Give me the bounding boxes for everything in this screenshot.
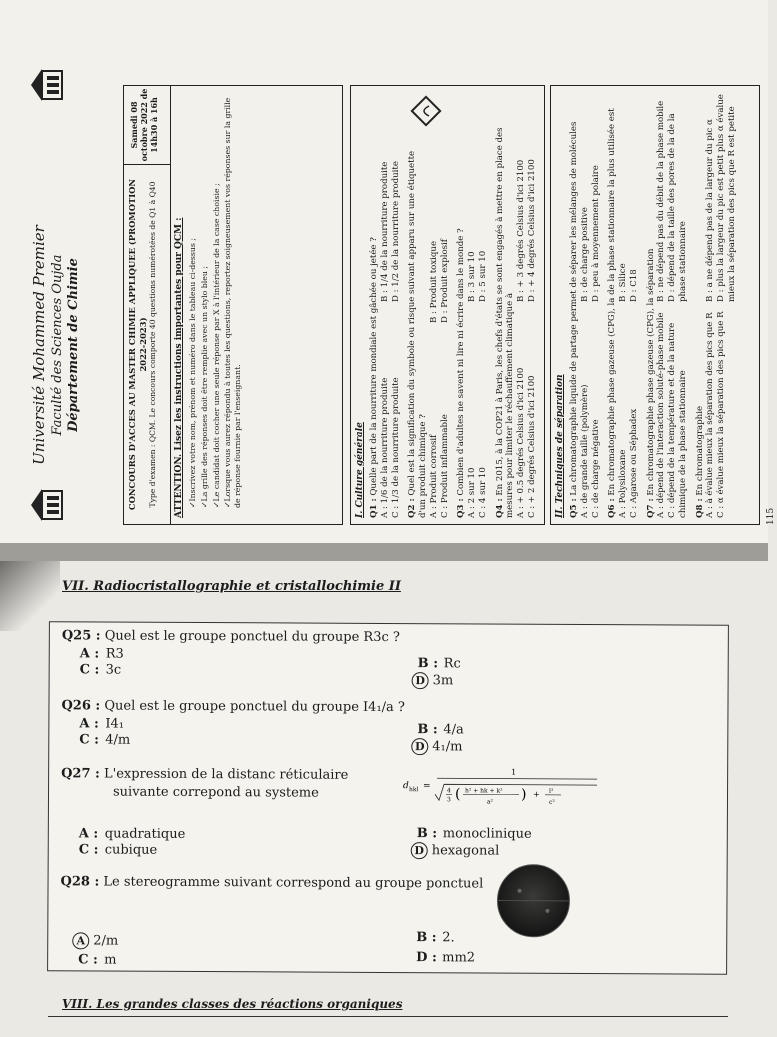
option: A : de grande taille (polymère) (580, 308, 591, 518)
option: C : dépend de la température et de la nature chimique de la phase stationnaire (667, 308, 688, 518)
option-b: B : monoclinique (417, 826, 532, 842)
option: D : peu à moyennement polaire (591, 92, 602, 302)
exam-info-box (123, 85, 343, 525)
svg-text:hkl: hkl (409, 786, 419, 793)
faculty-name: Faculté des Sciences Oujda (50, 225, 67, 465)
questions-box (47, 621, 729, 975)
instruction-item: ✓ Lorsque vous aurez répondu à toutes les questions, reportez soigneusement vos réponses sur la grille de réponse fournie par l'enseignant. (223, 94, 242, 508)
exam-title-row (124, 86, 171, 524)
option-a-selected: A 2/m (72, 932, 118, 949)
university-name: Université Mohammed Premier (30, 225, 50, 465)
faculty-logo-icon (28, 65, 68, 105)
section-title-vii: VII. Radiocristallographie et cristallochimie II (62, 579, 401, 594)
svg-text:4: 4 (447, 787, 451, 794)
culture-generale-column (350, 85, 545, 525)
option: C : Produit inflammable (440, 329, 451, 518)
selected-answer-mark-icon: D (411, 842, 428, 859)
option: C : α évalue mieux la séparation des pics que R (716, 308, 737, 518)
question-q8: Q8 : En chromatographie A : à évalue mieux la séparation des pics que R B : a ne dépend pas de la largeur du pic α C : α évalue mieux la séparation des pics que R D : plus la largeur du pic est petit plus α évalue mieux la séparation des pics que R est petite (695, 92, 738, 518)
option: D : 1/2 de la nourriture produite (391, 92, 402, 302)
option: D : + 4 degrés Celsius d'ici 2100 (527, 92, 538, 302)
option-a: A : quadratique (79, 826, 186, 842)
page-header (28, 0, 118, 525)
svg-text:3: 3 (447, 796, 451, 803)
option: D : C18 (629, 92, 640, 302)
option: A : Polysiloxane (618, 308, 629, 518)
instruction-item: ✓ Inscrivez votre nom, prénom et numéro dans le tableau ci-dessus ; (188, 94, 198, 508)
option-a: A : R3 (80, 646, 124, 661)
techniques-separation-column (550, 85, 760, 525)
option: B : 3 sur 10 (467, 92, 478, 302)
option: B : ne dépend pas du débit de la phase mobile (656, 92, 667, 302)
option: D : 5 sur 10 (478, 92, 489, 302)
svg-text:c²: c² (549, 799, 555, 806)
option: A : Produit corrosif (429, 329, 440, 518)
option-c: C : m (78, 952, 116, 967)
department-name: Département de Chimie (66, 225, 83, 465)
svg-text:a²: a² (487, 799, 494, 806)
option: C : 1/3 de la nourriture produite (391, 308, 402, 518)
question-q27: Q27 : L'expression de la distanc réticulaire (61, 766, 348, 783)
lower-exam-page (0, 561, 768, 1024)
option: A : à évalue mieux la séparation des pics que R (705, 308, 716, 518)
next-section-box-edge (48, 1016, 728, 1037)
svg-text:1: 1 (511, 768, 516, 777)
attention-heading: ATTENTION. Lisez les instructions importantes pour QCM : (171, 86, 188, 524)
section-title-viii: VIII. Les grandes classes des réactions organiques (62, 997, 402, 1011)
option: D : dépend de la taille des pores de la de la phase stationnaire (667, 92, 688, 302)
selected-answer-mark-icon: A (72, 932, 89, 949)
university-logo-icon (28, 485, 68, 525)
question-q6: Q6 : En chromatographie phase gazeuse (CPG), la de la phase stationnaire la plus utilisée est A : Polysiloxane B : Silice C : Agarose ou Séphadex D : C18 (607, 92, 639, 518)
reticular-distance-formula (401, 764, 601, 816)
svg-text:h² + hk + k²: h² + hk + k² (465, 787, 503, 794)
page-number: 115 (766, 508, 777, 525)
option: B : de charge positive (580, 92, 591, 302)
question-q25: Q25 : Quel est le groupe ponctuel du groupe R3c ? (62, 628, 400, 645)
option: B : + 3 degrés Celsius d'ici 2100 (516, 92, 527, 302)
svg-text:+: + (533, 790, 540, 799)
question-q28: Q28 : Le stereogramme suivant correspond au groupe ponctuel (61, 874, 484, 891)
option: C : + 2 degrés Celsius d'ici 2100 (527, 308, 538, 518)
option: A : dépend de l'interaction soluté-phase mobile (656, 308, 667, 518)
option: C : de charge négative (591, 308, 602, 518)
option: A : 2 sur 10 (467, 308, 478, 518)
instruction-item: ✓ La grille des réponses doit être remplie avec un stylo bleu ; (200, 94, 210, 508)
exam-title: CONCOURS D'ACCES AU MASTER CHIMIE APPLIQUEE (PROMOTION 2022-2023) (127, 165, 148, 524)
option-a: A : I4₁ (79, 716, 124, 731)
page-gap (0, 543, 768, 561)
question-q27-line2: suivante correpond au systeme (113, 785, 319, 801)
option: C : 4 sur 10 (478, 308, 489, 518)
section-title: I. Culture générale (355, 92, 366, 518)
question-q5: Q5 : La chromatographie liquide de partage permet de séparer les mélanges de molécules A : de grande taille (polymère) B : de charge positive C : de charge négative D : peu à moyennement polaire (569, 92, 601, 518)
svg-text:): ) (521, 787, 527, 803)
question-q1: Q1 : Quelle part de la nourriture mondiale est gâchée ou jetée ? A : 1/6 de la nourriture produite B : 1/4 de la nourriture produite C : 1/3 de la nourriture produite D : 1/2 de la nourriture produite (369, 92, 401, 518)
option-b: B : 4/a (417, 722, 463, 737)
question-q2: Q2 : Quel est la signification du symbole ou risque suivant apparu sur une étiquette d'un produit chimique ? A : Produit corrosif B : Produit toxique C : Produit inflammable D : Produit explosif (407, 92, 450, 518)
instruction-list (188, 86, 243, 524)
formula-graphic (401, 764, 601, 813)
option-c: C : cubique (79, 842, 158, 857)
rotated-page-content (28, 65, 768, 535)
selected-answer-mark-icon: D (411, 738, 428, 755)
svg-text:=: = (423, 781, 431, 791)
faculty-heading (30, 225, 83, 465)
exam-title-cell (124, 164, 170, 524)
option-d-selected: D 4₁/m (411, 738, 462, 755)
exam-type: Type d'examen : QCM. Le concours comporte 40 questions numérotées de Q1 à Q40 (148, 165, 157, 524)
svg-text:d: d (403, 781, 409, 791)
exam-date: Samedi 08 octobre 2022 de 14h30 à 16h (124, 86, 170, 164)
stereogram-icon (493, 861, 573, 941)
option-b: B : Rc (418, 656, 461, 671)
option-c: C : 4/m (79, 732, 130, 747)
option: D : Produit explosif (440, 134, 451, 323)
option: D : plus la largeur du pic est petit plus α évalue mieux la séparation des pics que R est petite (716, 92, 737, 302)
option: B : a ne dépend pas de la largeur du pic α (705, 92, 716, 302)
selected-answer-mark-icon: D (412, 672, 429, 689)
hazard-diamond-icon (409, 94, 443, 128)
option-b: B : 2. (416, 930, 454, 945)
option-c: C : 3c (80, 662, 122, 677)
question-q4: Q4 : En 2015, à la COP21 à Paris, les chefs d'états se sont engagés à mettre en place des mesures pour limiter le réchauffement climatique à A : + 0.5 degrés Celsius d'ici 2100 B : + 3 degrés Celsius d'ici 2100 C : + 2 degrés Celsius d'ici 2100 D : + 4 degrés Celsius d'ici 2100 (495, 92, 538, 518)
option: A : 1/6 de la nourriture produite (380, 308, 391, 518)
svg-text:l²: l² (549, 788, 554, 795)
option-d-selected: D hexagonal (411, 842, 500, 859)
option: C : Agarose ou Séphadex (629, 308, 640, 518)
option: A : + 0.5 degrés Celsius d'ici 2100 (516, 308, 527, 518)
option: B : Produit toxique (429, 134, 440, 323)
option-d-selected: D 3m (412, 672, 454, 689)
section-title: II. Techniques de séparation (555, 92, 566, 518)
question-q3: Q3 : Combien d'adultes ne savent ni lire ni écrire dans le monde ? A : 2 sur 10 B : 3 sur 10 C : 4 sur 10 D : 5 sur 10 (456, 92, 488, 518)
question-q7: Q7 : En chromatographie phase gazeuse (CPG), la séparation A : dépend de l'interaction soluté-phase mobile B : ne dépend pas du débit de la phase mobile C : dépend de la température et de la nature chimique de la phase stationnaire D : dépend de la taille des pores de la de la phase stationnaire (646, 92, 689, 518)
question-q26: Q26 : Quel est le groupe ponctuel du groupe I4₁/a ? (61, 698, 405, 715)
option: B : 1/4 de la nourriture produite (380, 92, 391, 302)
option: B : Silice (618, 92, 629, 302)
instruction-item: ✓ Le candidat doit cocher une seule réponse par X à l'intérieur de la case choisie ; (212, 94, 222, 508)
option-d: D : mm2 (416, 950, 475, 965)
svg-text:(: ( (455, 786, 461, 802)
